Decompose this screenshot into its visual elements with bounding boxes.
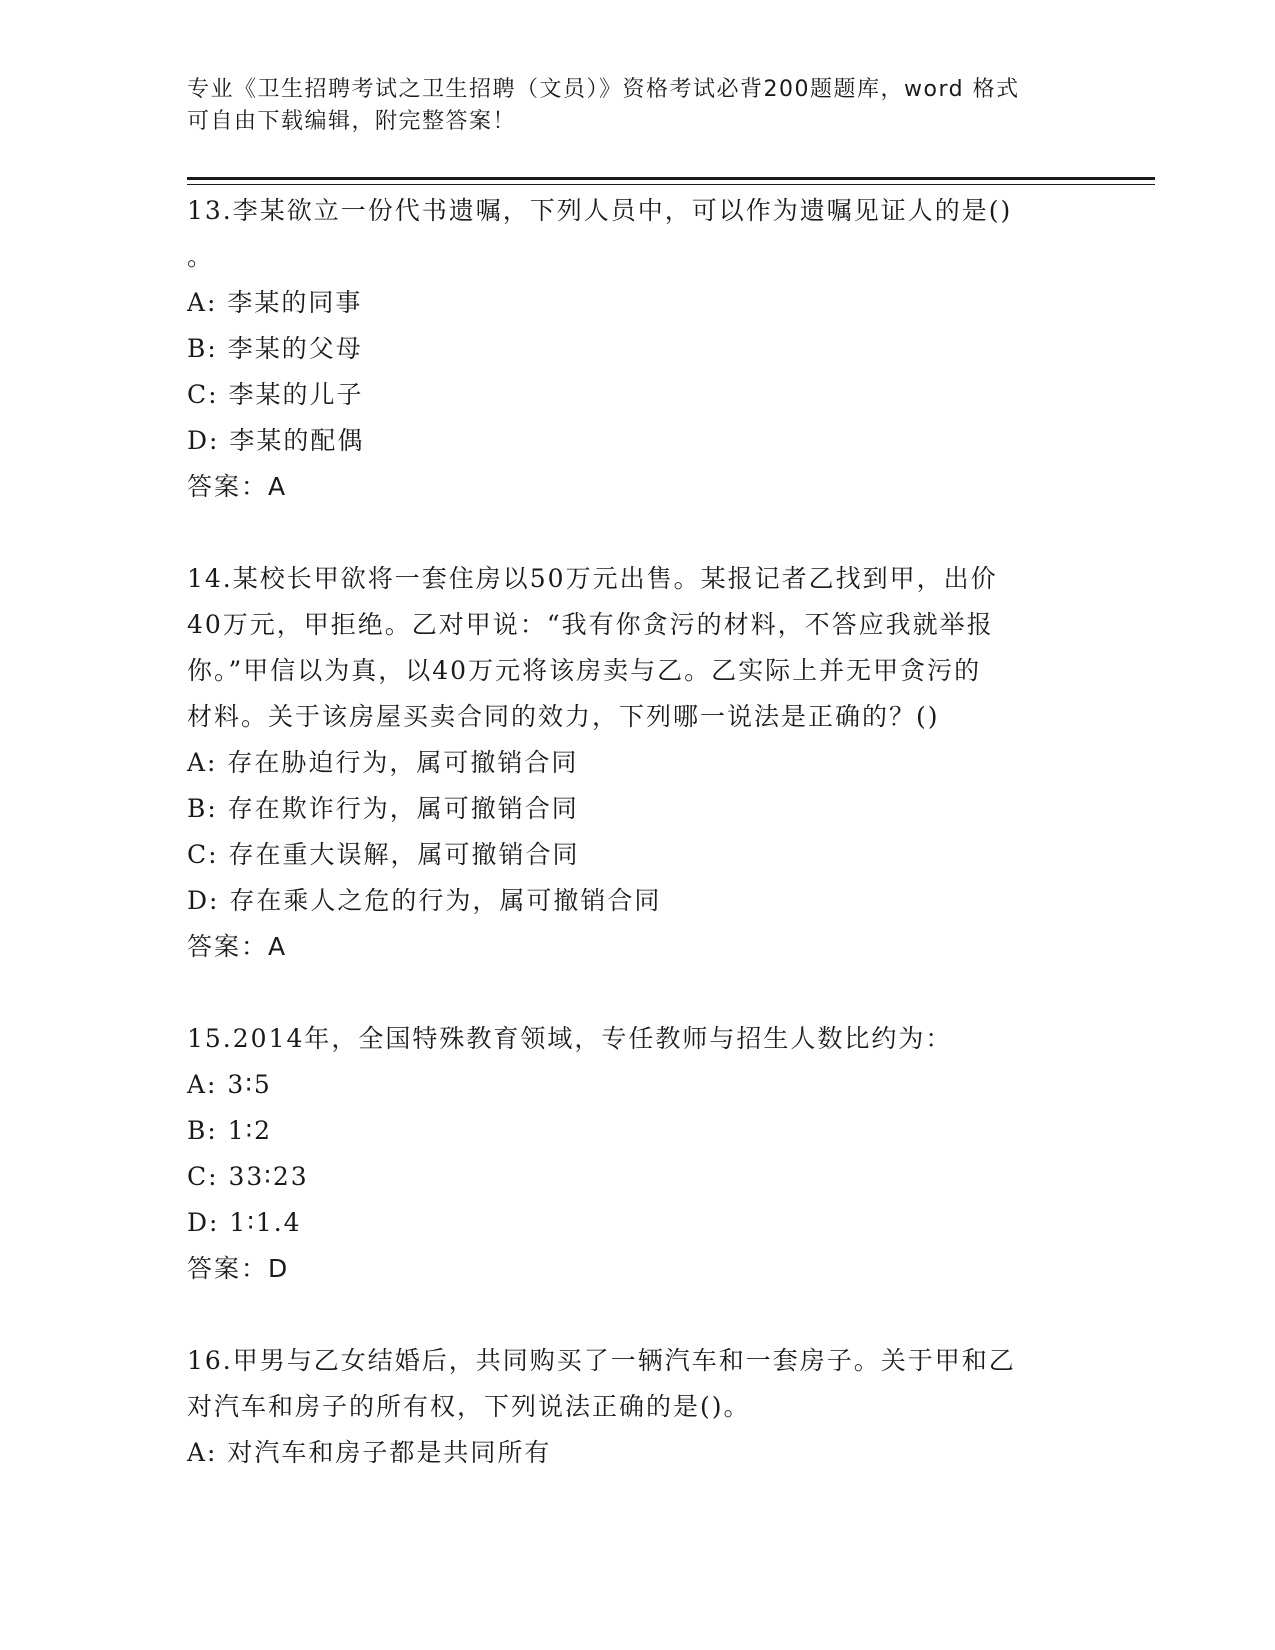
option-d: D: 1∶1.4 [187, 1208, 302, 1237]
question-spacer [187, 970, 1087, 1016]
option-d: D: 存在乘人之危的行为，属可撤销合同 [187, 886, 662, 915]
option-a: A: 对汽车和房子都是共同所有 [187, 1438, 552, 1467]
question-text-line: 14.某校长甲欲将一套住房以50万元出售。某报记者乙找到甲，出价 [187, 564, 998, 593]
question-text-line: 你。”甲信以为真，以40万元将该房卖与乙。乙实际上并无甲贪污的 [187, 656, 982, 685]
question-text-line: 15.2014年，全国特殊教育领域，专任教师与招生人数比约为： [187, 1024, 953, 1053]
option-d: D: 李某的配偶 [187, 426, 365, 455]
question-spacer [187, 510, 1087, 556]
question-text-line: 40万元，甲拒绝。乙对甲说：“我有你贪污的材料，不答应我就举报 [187, 610, 994, 639]
option-b: B: 1∶2 [187, 1116, 273, 1145]
option-b: B: 李某的父母 [187, 334, 363, 363]
answer-line: 答案：A [187, 472, 288, 501]
question-15 [187, 1016, 1087, 1292]
question-list [187, 188, 1087, 1476]
header-divider-thin [187, 184, 1155, 185]
header-line-1: 专业《卫生招聘考试之卫生招聘（文员）》资格考试必背200题题库，word 格式 [187, 77, 1020, 102]
option-c: C: 存在重大误解，属可撤销合同 [187, 840, 580, 869]
document-header [187, 74, 1087, 138]
question-13 [187, 188, 1087, 510]
option-b: B: 存在欺诈行为，属可撤销合同 [187, 794, 579, 823]
option-a: A: 存在胁迫行为，属可撤销合同 [187, 748, 579, 777]
question-16 [187, 1338, 1087, 1476]
option-c: C: 李某的儿子 [187, 380, 364, 409]
answer-line: 答案：A [187, 932, 288, 961]
question-text-line: 材料。关于该房屋买卖合同的效力，下列哪一说法是正确的？() [187, 702, 940, 731]
question-text-line: 16.甲男与乙女结婚后，共同购买了一辆汽车和一套房子。关于甲和乙 [187, 1346, 1016, 1375]
question-text-line: 13.李某欲立一份代书遗嘱，下列人员中，可以作为遗嘱见证人的是() [187, 196, 1013, 225]
answer-line: 答案：D [187, 1254, 290, 1283]
option-a: A: 3∶5 [187, 1070, 272, 1099]
header-divider-thick [187, 177, 1155, 180]
option-c: C: 33∶23 [187, 1162, 309, 1191]
question-text-line: 对汽车和房子的所有权，下列说法正确的是()。 [187, 1392, 751, 1421]
question-14 [187, 556, 1087, 970]
option-a: A: 李某的同事 [187, 288, 363, 317]
question-spacer [187, 1292, 1087, 1338]
question-text-line: 。 [187, 242, 215, 271]
header-line-2: 可自由下载编辑，附完整答案！ [187, 109, 517, 134]
